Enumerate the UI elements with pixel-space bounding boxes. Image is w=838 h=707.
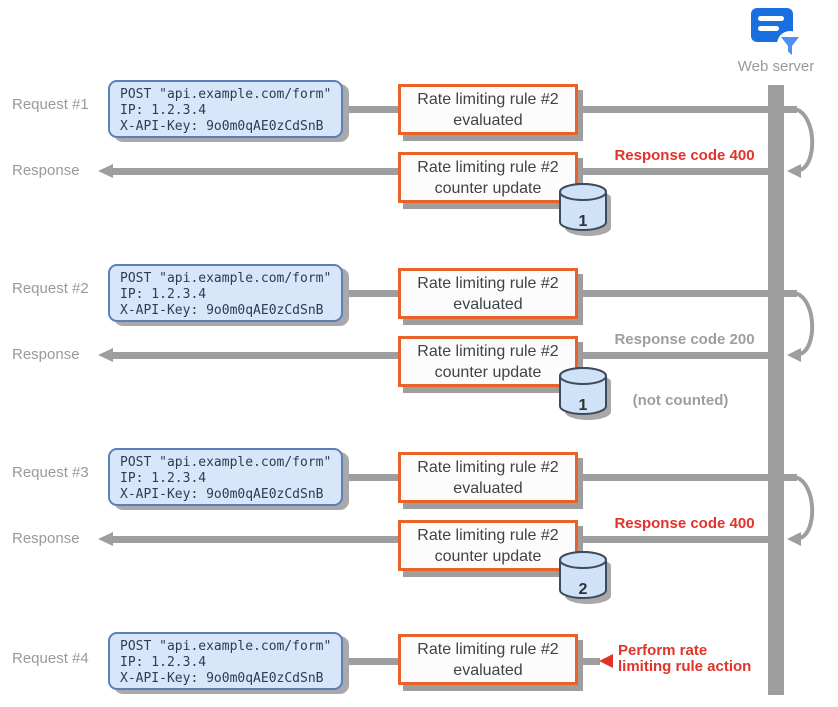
lane-label-response3: Response (12, 530, 80, 547)
counter-value: 1 (578, 397, 588, 414)
request-post-line: POST "api.example.com/form" (120, 271, 332, 286)
rule-box-subtitle: counter update (434, 547, 542, 565)
server-label: Web server (737, 58, 815, 75)
request-ip-line: IP: 1.2.3.4 (120, 287, 207, 302)
response3-arrowhead-icon (98, 532, 113, 546)
server-filter-icon (748, 4, 804, 58)
response1-code-annotation: Response code 400 (614, 147, 755, 164)
rule-counter-update-box (398, 520, 578, 571)
request-ip-line: IP: 1.2.3.4 (120, 103, 207, 118)
request-post-line: POST "api.example.com/form" (120, 455, 332, 470)
rule-box-subtitle: counter update (434, 363, 542, 381)
response2-arrowhead-icon (98, 348, 113, 362)
lane-label-request1: Request #1 (12, 96, 89, 113)
response1-arrowhead-icon (98, 164, 113, 178)
rule-box-subtitle: evaluated (453, 479, 523, 497)
rule-box-title: Rate limiting rule #2 (417, 274, 559, 292)
request-apikey-line: X-API-Key: 9o0m0qAE0zCdSnB (120, 671, 324, 686)
lane-label-response1: Response (12, 162, 80, 179)
lane-label-request2: Request #2 (12, 280, 89, 297)
rule-box-title: Rate limiting rule #2 (417, 342, 559, 360)
request-post-line: POST "api.example.com/form" (120, 87, 332, 102)
rule-box-subtitle: evaluated (453, 661, 523, 679)
rule-box-title: Rate limiting rule #2 (417, 526, 559, 544)
action-annotation (618, 643, 751, 675)
request-ip-line: IP: 1.2.3.4 (120, 655, 207, 670)
rule-evaluated-box (398, 452, 578, 503)
action-arrowhead-icon (599, 654, 613, 668)
response2-code-annotation: Response code 200 (614, 331, 755, 348)
lane-label-request4: Request #4 (12, 650, 89, 667)
request-apikey-line: X-API-Key: 9o0m0qAE0zCdSnB (120, 303, 324, 318)
rule-evaluated-box (398, 634, 578, 685)
rule-evaluated-box (398, 268, 578, 319)
counter-db-icon (558, 550, 616, 608)
rule-counter-update-box (398, 336, 578, 387)
response2-note-annotation: (not counted) (632, 392, 729, 409)
request-details-card (108, 264, 343, 322)
lane-label-response2: Response (12, 346, 80, 363)
request-details-card (108, 448, 343, 506)
counter-value: 1 (578, 213, 588, 230)
rule-box-title: Rate limiting rule #2 (417, 640, 559, 658)
rule-evaluated-box (398, 84, 578, 135)
counter-value: 2 (578, 581, 588, 598)
rule-box-subtitle: evaluated (453, 111, 523, 129)
rule-box-subtitle: evaluated (453, 295, 523, 313)
rule-counter-update-box (398, 152, 578, 203)
request-ip-line: IP: 1.2.3.4 (120, 471, 207, 486)
response3-code-annotation: Response code 400 (614, 515, 755, 532)
rule-box-title: Rate limiting rule #2 (417, 90, 559, 108)
action-annotation-line1: Perform rate (618, 642, 708, 659)
web-server-lifeline (768, 85, 784, 695)
request-details-card (108, 632, 343, 690)
rule-box-subtitle: counter update (434, 179, 542, 197)
lane-label-request3: Request #3 (12, 464, 89, 481)
rule-box-title: Rate limiting rule #2 (417, 158, 559, 176)
counter-db-icon (558, 182, 616, 240)
request-post-line: POST "api.example.com/form" (120, 639, 332, 654)
action-annotation-line2: limiting rule action (618, 658, 752, 675)
request-details-card (108, 80, 343, 138)
request-apikey-line: X-API-Key: 9o0m0qAE0zCdSnB (120, 119, 324, 134)
request-apikey-line: X-API-Key: 9o0m0qAE0zCdSnB (120, 487, 324, 502)
rule-box-title: Rate limiting rule #2 (417, 458, 559, 476)
